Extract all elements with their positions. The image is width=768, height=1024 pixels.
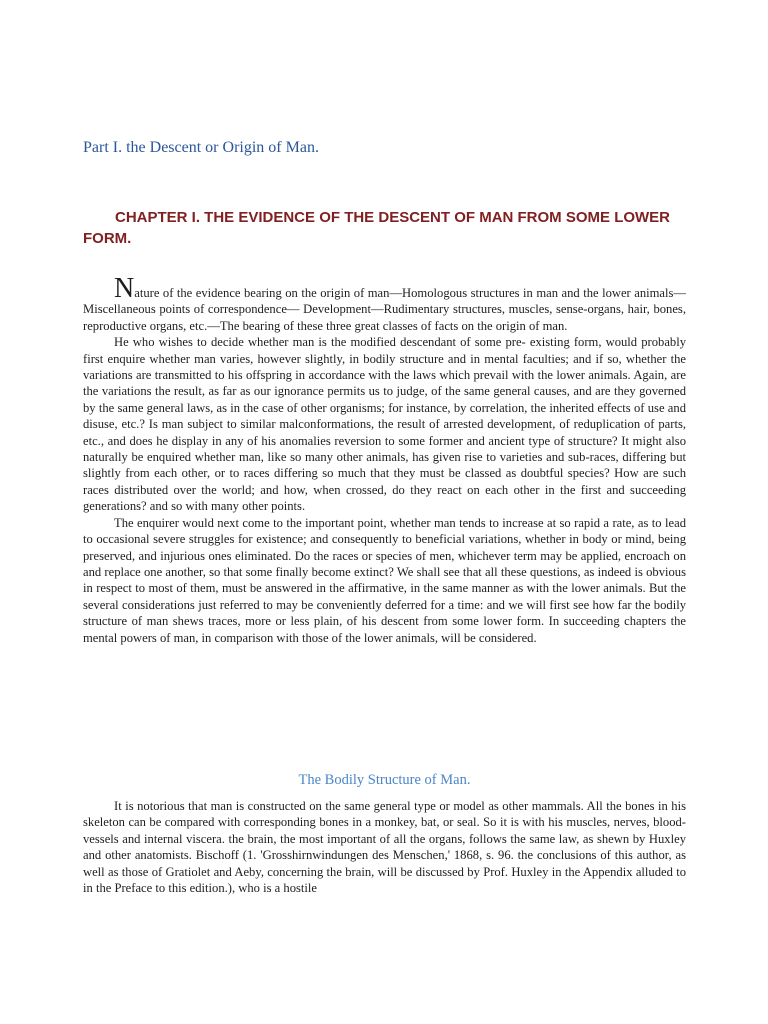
body-paragraph: He who wishes to decide whether man is the modified descendant of some pre- existing form, would probably first enquire whether man varies, however slightly, in bodily structure and in mental faculties; and if so, whether the variations are transmitted to his offspring in accordance with the laws which prevail with the lower animals. Again, are the variations the result, as far as our ignorance permits us to judge, of the same general causes, and are they governed by the same general laws, as in the case of other organisms; for instance, by correlation, the inherited effects of use and disuse, etc.? Is man subject to similar malconformations, the result of arrested development, of reduplication of parts, etc., and does he display in any of his anomalies reversion to some former and ancient type of structure? It might also naturally be enquired whether man, like so many other animals, has given rise to varieties and sub-races, differing but slightly from each other, or to races differing so much that they must be classed as doubtful species? How are such races distributed over the world; and how, when crossed, do they react on each other in the first and succeeding generations? and so with many other points.	[83, 335, 686, 514]
document-page	[83, 0, 686, 1024]
drop-cap: N	[114, 273, 135, 304]
section-body	[83, 798, 686, 896]
summary-text: ature of the evidence bearing on the origin of man—Homologous structures in man and the lower animals—Miscellaneous points of correspondence— Development—Rudimentary structures, muscles, sense-organs, hair, bones, reproductive organs, etc.—The bearing of these three great classes of facts on the origin of man.	[83, 286, 686, 333]
chapter-body	[83, 273, 686, 646]
section-heading: The Bodily Structure of Man.	[298, 772, 471, 788]
chapter-title: CHAPTER I. THE EVIDENCE OF THE DESCENT OF MAN FROM SOME LOWER FORM.	[83, 209, 671, 247]
chapter-summary	[83, 273, 686, 334]
part-title: Part I. the Descent or Origin of Man.	[83, 139, 319, 156]
body-paragraph: The enquirer would next come to the important point, whether man tends to increase at so rapid a rate, as to lead to occasional severe struggles for existence; and consequently to beneficial variations, whether in body or mind, being preserved, and injurious ones eliminated. Do the races or species of men, whichever term may be applied, encroach on and replace one another, so that some finally become extinct? We shall see that all these questions, as indeed is obvious in respect to most of them, must be answered in the affirmative, in the same manner as with the lower animals. But the several considerations just referred to may be conveniently deferred for a time: and we will first see how far the bodily structure of man shews traces, more or less plain, of his descent from some lower form. In succeeding chapters the mental powers of man, in comparison with those of the lower animals, will be considered.	[83, 515, 686, 645]
section-paragraph: It is notorious that man is constructed on the same general type or model as other mammals. All the bones in his skeleton can be compared with corresponding bones in a monkey, bat, or seal. So it is with his muscles, nerves, blood-vessels and internal viscera. the brain, the most important of all the organs, follows the same law, as shewn by Huxley and other anatomists. Bischoff (1. 'Grosshirnwindungen des Menschen,' 1868, s. 96. the conclusions of this author, as well as those of Gratiolet and Aeby, concerning the brain, will be discussed by Prof. Huxley in the Appendix alluded to in the Preface to this edition.), who is a hostile	[83, 799, 686, 896]
